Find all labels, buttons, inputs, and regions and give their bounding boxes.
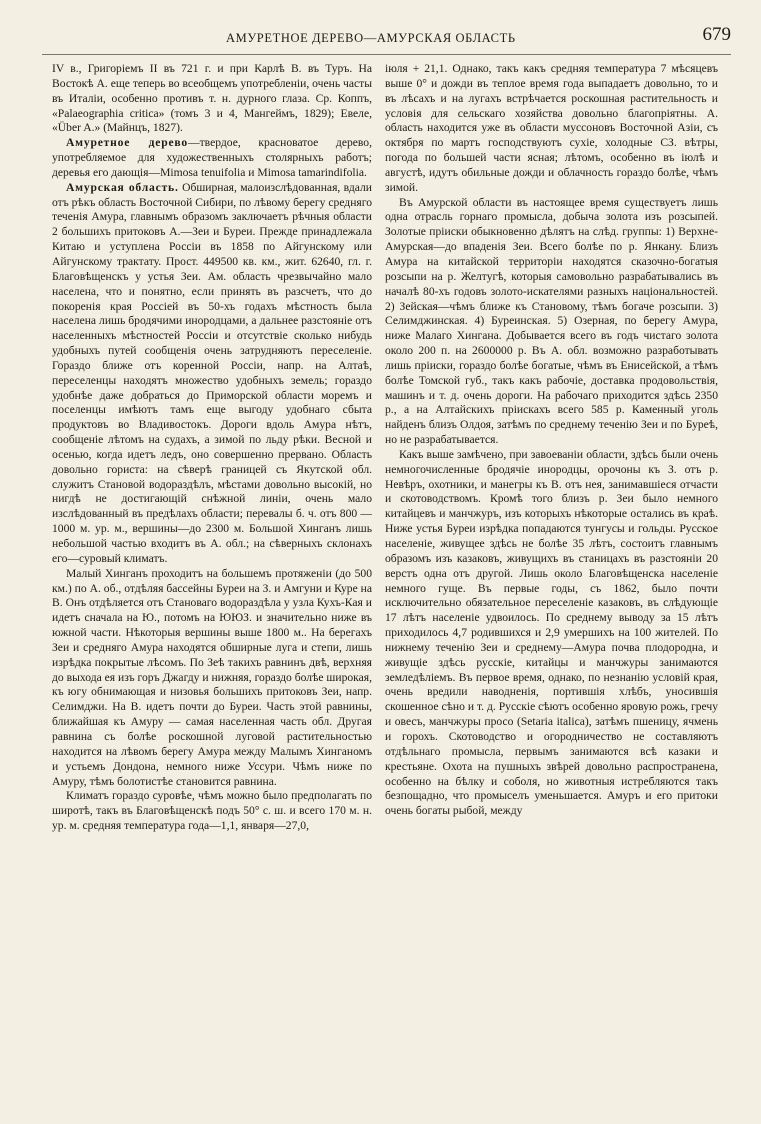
paragraph-continuation: іюля + 21,1. Однако, такъ какъ средняя температура 7 мѣсяцевъ выше 0° и дожди въ теплое время года выпадаетъ довольно, то и въ лѣсахъ и на лугахъ встрѣчается роскошная растительность и условія для сельскаго хозяйства довольно благопріятны. А. область находится уже въ области муссоновъ Восточной Азіи, съ октября по мартъ господствуютъ сухіе, холодные СЗ. вѣтры, погода по большей части ясная; лѣтомъ, особенно въ іюлѣ и августѣ, идутъ обильные дожди и облачность гораздо болѣе, чѣмъ зимой.: [385, 62, 718, 194]
entry-amurskaya-oblast: [52, 181, 372, 567]
running-header: АМУРЕТНОЕ ДЕРЕВО—АМУРСКАЯ ОБЛАСТЬ: [226, 31, 516, 45]
entry-term: Амурская область.: [66, 180, 179, 194]
entry-term: Амуретное дерево: [66, 136, 189, 150]
page-number: 679: [702, 24, 731, 45]
paragraph-continuation: IV в., Григоріемъ II въ 721 г. и при Карлѣ В. въ Туръ. На Востокѣ А. еще теперь во всеобщемъ употребленіи, очень часты въ Италіи, особенно противъ т. н. дурного глаза. Ср. Коппъ, «Palaeographia critica» (томъ 3 и 4, Мангеймъ, 1829); Евеле, «Über A.» (Майнцъ, 1827).: [52, 62, 372, 135]
left-column: [52, 62, 372, 834]
paragraph: Климатъ гораздо суровѣе, чѣмъ можно было предполагать по широтѣ, такъ въ Благовѣщенскѣ подъ 50° с. ш. и всего 170 м. н. ур. м. средняя температура года—1,1, января—27,0,: [52, 789, 372, 833]
right-column: [385, 62, 718, 819]
entry-text: Обширная, малоизслѣдованная, вдали отъ рѣкъ область Восточной Сибири, по лѣвому берегу средняго теченія Амура, главнымъ образомъ заключаетъ рѣчныя области 2 большихъ притоковъ А.—Зеи и Буреи. Прежде принадлежала Китаю и уступлена Россіи въ 1858 по Айгунскому или Айгунскому трактату. Прост. 449500 кв. км., жит. 62640, гл. г. Благовѣщенскъ у устья Зеи. Ам. область чрезвычайно мало населена, что и понятно, если принять въ разсчетъ, что до покоренія края Россіей въ 50-хъ годахъ мѣстность была населена лишь бродячими инородцами, а дальнее разстояніе отъ населенныхъ мѣстностей Россіи и отсутствіе сколько нибудь удобныхъ путей сообщенія очень затрудняютъ переселеніе. Гораздо ближе отъ коренной Россіи, напр. на Алтаѣ, переселенцы находятъ множество удобныхъ земель; гораздо удобнѣе даже добраться до Приморской области моремъ и поселенцы имѣютъ тамъ еще выгоду удобнаго сбыта продуктовъ во Владивостокъ. Дороги вдоль Амура нѣтъ, сообщеніе лѣтомъ на судахъ, а зимой по льду рѣки. Весной и осенью, когда идетъ ледъ, оно совершенно прервано. Область довольно гориста: на сѣверѣ границей съ Якутской обл. служитъ Становой водораздѣлъ, мѣстами довольно высокій, но нигдѣ не достигающій снѣжной линіи, очень мало изслѣдованный въ предѣлахъ области; перевалы б. ч. отъ 800 — 1000 м. ур. м., вершины—до 2300 м. Большой Хинганъ лишь небольшой частью входитъ въ А. обл.; на сѣверныхъ склонахъ его—суровый климатъ.: [52, 180, 373, 565]
header-rule: [42, 54, 731, 55]
paragraph: Какъ выше замѣчено, при завоеваніи области, здѣсь были очень немногочисленные бродячіе инородцы, орочоны къ З. отъ р. Невѣръ, охотники, и манегры къ В. отъ нея, занимавшіеся отчасти и скотоводствомъ. Кромѣ того близъ р. Зеи было немного китайцевъ и манчжуръ, изъ которыхъ нѣкоторые остались въ краѣ. Ниже устья Буреи изрѣдка попадаются тунгусы и гольды. Русское населеніе, живущее здѣсь не болѣе 35 лѣтъ, состоитъ главнымъ образомъ изъ казаковъ, живущихъ въ станицахъ въ разстояніи 20 верстъ одна отъ другой. Лишь около Благовѣщенска населеніе немного гуще. Въ первые годы, съ 1862, было почти исключительно обязательное переселеніе казаковъ, въ слѣдующіе 17 лѣтъ населеніе удвоилось. По среднему выводу за 15 лѣтъ приходилось 4,7 родившихся и 2,9 умершихъ на 100 жителей. По нижнему теченію Зеи и среднему—Амура почва плодородна, и живущіе здѣсь русскіе, китайцы и манчжуры занимаются земледѣліемъ. Въ первое время, однако, по незнанію условій края, очень вредили наводненія, портившія хлѣбъ, уносившія скошенное сѣно и т. д. Русскіе сѣютъ особенно яровую рожь, гречу и овесъ, манчжуры просо (Setaria italica), затѣмъ пшеницу, ячмень и горохъ. Скотоводство и огородничество не составляютъ отдѣльнаго промысла, первымъ занимаются всѣ казаки и крестьяне. Охота на пушныхъ звѣрей довольно распространена, особенно на бѣлку и соболя, но животныя истребляются такъ безпощадно, что промыселъ уменьшается. Амуръ и его притоки очень богаты рыбой, между: [385, 447, 718, 818]
entry-text: —твердое, красноватое дерево, употребляемое для художественныхъ столярныхъ работъ; деревья его дающія—Mimosa tenuifolia и Mimosa tamarindifolia.: [52, 136, 373, 179]
paragraph: Малый Хинганъ проходитъ на большемъ протяженіи (до 500 км.) по А. об., отдѣляя бассейны Буреи на З. и Амгуни и Куре на В. Онъ отдѣляется отъ Становаго водораздѣла у узла Кухъ-Кая и идетъ сначала на Ю., потомъ на ЮЮЗ. и значительно ниже въ южной части. Нѣкоторыя вершины выше 1800 м.. На берегахъ Зеи и средняго Амура находятся обширные луга и степи, лишь изрѣдка покрытые лѣсомъ. По Зеѣ такихъ равнинъ двѣ, верхняя до выхода ея изъ горъ Джагду и нижняя, гораздо болѣе широкая, къ югу обнимающая и низовья большихъ притоковъ Зеи, напр. Селимджи. На В. идетъ почти до Буреи. Часть этой равнины, ближайшая къ Амуру — самая населенная часть обл. Другая равнина съ болѣе роскошной луговой растительностью находится на лѣвомъ берегу Амура между Малымъ Хинганомъ и устьемъ Дондона, немного ниже Уссури. Чѣмъ ниже по Амуру, тѣмъ болотистѣе становится равнина.: [52, 566, 372, 788]
paragraph: Въ Амурской области въ настоящее время существуетъ лишь одна отрасль горнаго промысла, добыча золота изъ розсыпей. Золотые пріиски обыкновенно дѣлятъ на слѣд. группы: 1) Верхне-Амурская—до впаденія Зеи. Всего болѣе по р. Янкану. Близъ Амура на китайской территоріи находятся сказочно-богатыя розсыпи на р. Желтугѣ, которыя самовольно разрабатывались въ началѣ 80-хъ годовъ золото-искателями разныхъ національностей. 2) Зейская—чѣмъ ближе къ Становому, тѣмъ богаче розсыпи. 3) Селимджинская. 4) Буреинская. 5) Озерная, по берегу Амура, ниже Малаго Хингана. Добывается всего въ годъ чистаго золота около 200 п. на 2600000 р. Въ А. обл. возможно разработывать лишь пріиски, гораздо болѣе богатые, чѣмъ въ Енисейской, а тѣмъ болѣе Томской губ., такъ какъ рабочіе, доставка продовольствія, машинъ и т. д. очень дороги. На рабочаго приходится здѣсь 2350 р., а на Алтайскихъ пріискахъ всего 585 р. Каменный уголь найденъ близъ Олдоя, затѣмъ по среднему теченію Зеи и по Буреѣ, но не разрабатывается.: [385, 195, 718, 447]
entry-amuretnoe-derevo: [52, 136, 372, 181]
